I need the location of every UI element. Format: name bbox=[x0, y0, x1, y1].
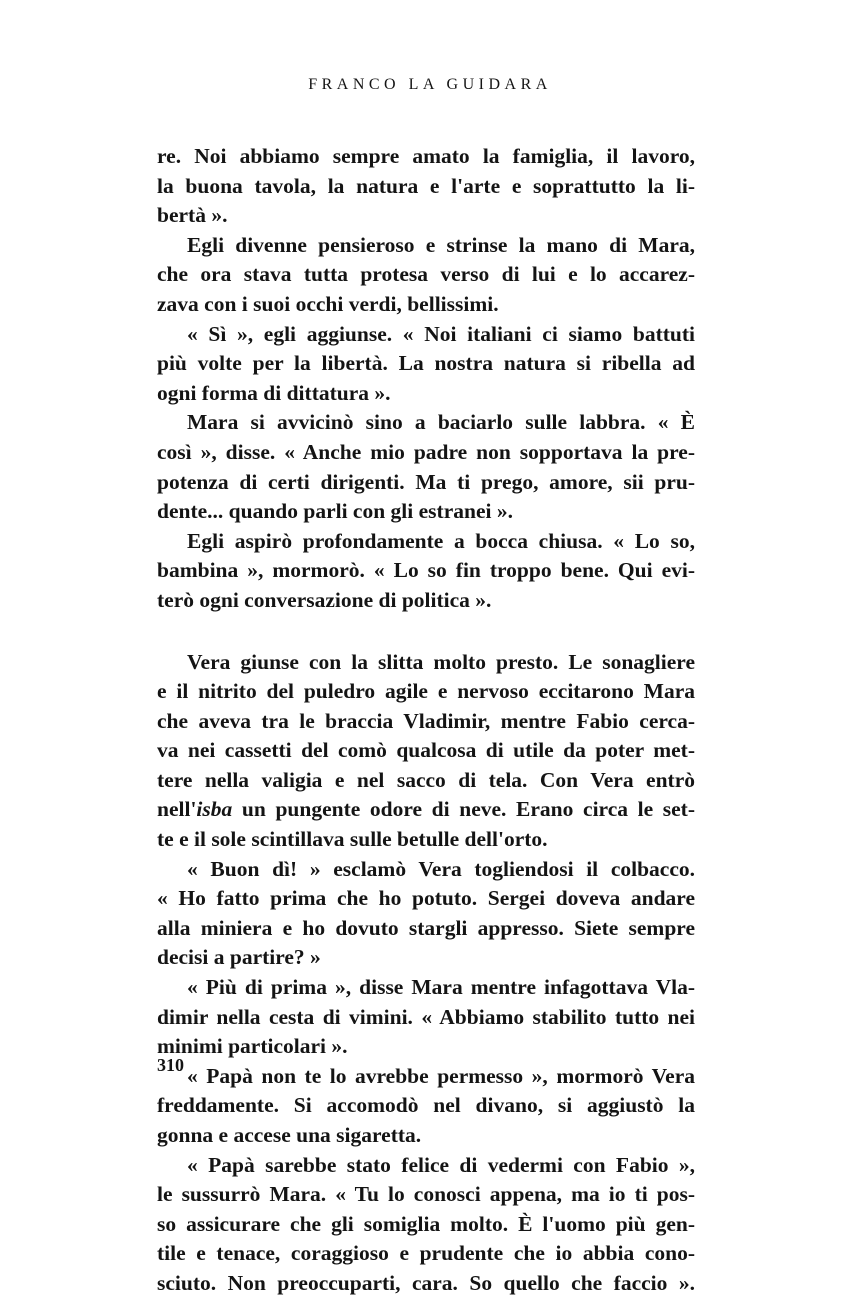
text-line: tile e tenace, coraggioso e prudente che io abbia cono- bbox=[157, 1241, 695, 1266]
text-fragment: nell' bbox=[157, 797, 197, 822]
text-line: « Ho fatto prima che ho potuto. Sergei doveva andare bbox=[157, 886, 695, 911]
text-line: « Papà sarebbe stato felice di vedermi con Fabio », bbox=[187, 1152, 695, 1177]
text-line: la buona tavola, la natura e l'arte e soprattutto la li- bbox=[157, 173, 695, 198]
text-line: va nei cassetti del comò qualcosa di utile da poter met- bbox=[157, 738, 695, 763]
text-line: così », disse. « Anche mio padre non sopportava la pre- bbox=[157, 439, 695, 464]
body-text bbox=[157, 142, 695, 1299]
section-break bbox=[157, 616, 695, 648]
text-line: « Buon dì! » esclamò Vera togliendosi il colbacco. bbox=[187, 856, 695, 881]
page-number: 310 bbox=[157, 1055, 184, 1075]
text-line: ogni forma di dittatura ». bbox=[157, 380, 391, 405]
text-line: te e il sole scintillava sulle betulle dell'orto. bbox=[157, 827, 548, 852]
text-line: « Sì », egli aggiunse. « Noi italiani ci siamo battuti bbox=[187, 321, 695, 346]
running-header: FRANCO LA GUIDARA bbox=[308, 76, 552, 93]
text-line: minimi particolari ». bbox=[157, 1034, 348, 1059]
text-line: « Più di prima », disse Mara mentre infagottava Vla- bbox=[187, 975, 695, 1000]
text-line: sciuto. Non preoccuparti, cara. So quello che faccio ». bbox=[157, 1270, 695, 1295]
text-line: bambina », mormorò. « Lo so fin troppo bene. Qui evi- bbox=[157, 558, 695, 583]
text-line: Vera giunse con la slitta molto presto. Le sonagliere bbox=[187, 649, 695, 674]
text-line: decisi a partire? » bbox=[157, 945, 321, 970]
text-line: Egli aspirò profondamente a bocca chiusa. « Lo so, bbox=[187, 528, 695, 553]
text-line: le sussurrò Mara. « Tu lo conosci appena, ma io ti pos- bbox=[157, 1182, 695, 1207]
text-line: zava con i suoi occhi verdi, bellissimi. bbox=[157, 291, 499, 316]
text-line-mixed bbox=[157, 795, 695, 825]
text-line: freddamente. Si accomodò nel divano, si aggiustò la bbox=[157, 1093, 695, 1118]
text-line: e il nitrito del puledro agile e nervoso eccitarono Mara bbox=[157, 679, 695, 704]
italic-word: isba bbox=[196, 797, 233, 822]
text-line: potenza di certi dirigenti. Ma ti prego, amore, sii pru- bbox=[157, 469, 695, 494]
text-line: alla miniera e ho dovuto stargli appresso. Siete sempre bbox=[157, 915, 695, 940]
text-line: so assicurare che gli somiglia molto. È l'uomo più gen- bbox=[157, 1211, 695, 1236]
text-line: che ora stava tutta protesa verso di lui e lo accarez- bbox=[157, 262, 695, 287]
text-line: più volte per la libertà. La nostra natura si ribella ad bbox=[157, 351, 695, 376]
text-line: bertà ». bbox=[157, 203, 228, 228]
text-line: « Papà non te lo avrebbe permesso », mormorò Vera bbox=[187, 1063, 695, 1088]
text-line: dente... quando parli con gli estranei ». bbox=[157, 499, 513, 524]
text-fragment: un pungente odore di neve. Erano circa le set- bbox=[232, 797, 695, 822]
text-line: gonna e accese una sigaretta. bbox=[157, 1123, 422, 1147]
text-line: Mara si avvicinò sino a baciarlo sulle labbra. « È bbox=[187, 410, 695, 435]
text-line: tere nella valigia e nel sacco di tela. Con Vera entrò bbox=[157, 767, 695, 792]
text-line: terò ogni conversazione di politica ». bbox=[157, 587, 492, 612]
text-line: Egli divenne pensieroso e strinse la mano di Mara, bbox=[187, 232, 695, 257]
text-line: che aveva tra le braccia Vladimir, mentre Fabio cerca- bbox=[157, 708, 695, 733]
text-line: re. Noi abbiamo sempre amato la famiglia, il lavoro, bbox=[157, 144, 695, 168]
text-line: dimir nella cesta di vimini. « Abbiamo stabilito tutto nei bbox=[157, 1004, 695, 1029]
